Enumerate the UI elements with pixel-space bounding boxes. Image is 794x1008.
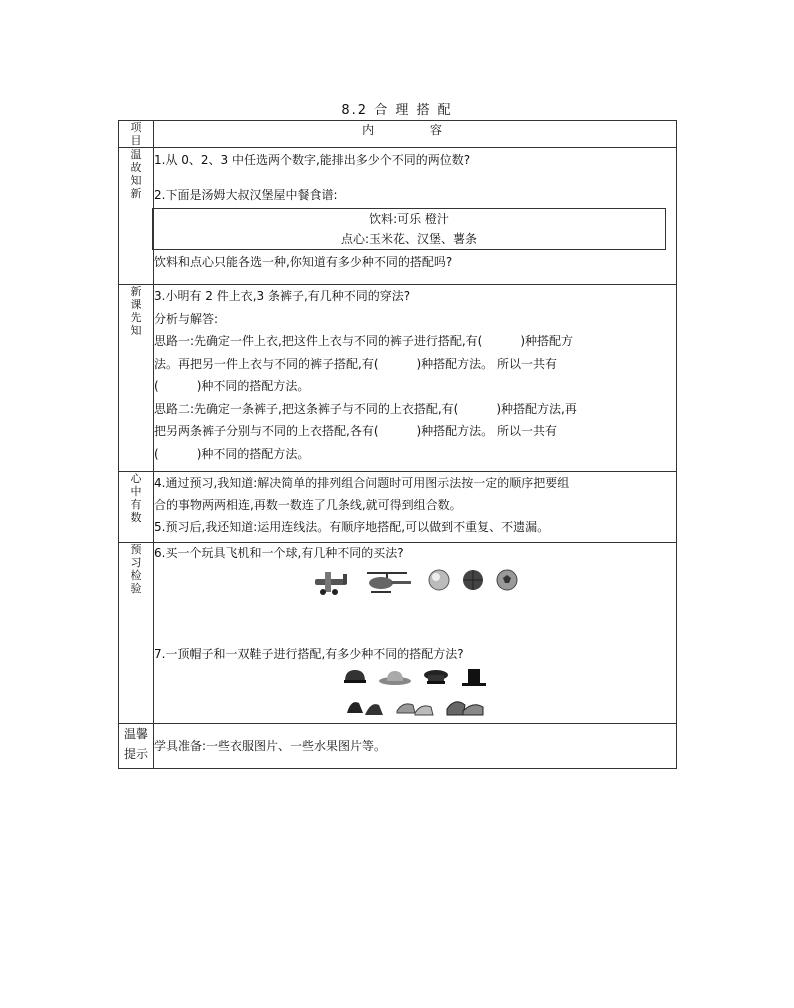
analysis-label: 分析与解答:	[154, 311, 219, 326]
header-row	[119, 121, 677, 148]
question-1: 1.从 0、2、3 中任选两个数字,能排出多少个不同的两位数?	[154, 153, 471, 167]
question-2-tail: 饮料和点心只能各选一种,你知道有多少种不同的搭配吗?	[154, 255, 453, 269]
running-shoes-icon	[445, 693, 485, 719]
section-tips	[119, 724, 677, 769]
point-4-line-2: 合的事物两两相连,再数一数连了几条线,就可得到组合数。	[154, 498, 462, 512]
new-lesson-content	[154, 285, 677, 472]
tips-label: 温馨 提示	[119, 724, 154, 769]
point-4-line-1: 4.通过预习,我知道:解决简单的排列组合问题时可用图示法按一定的顺序把要组	[154, 476, 570, 490]
sun-hat-icon	[378, 667, 412, 687]
mind-label: 心 中 有 数	[119, 472, 154, 543]
section-new-lesson	[119, 285, 677, 472]
worksheet-table	[118, 120, 677, 769]
dress-shoes-icon	[345, 693, 385, 719]
idea-1-line-2: 法。再把另一件上衣与不同的裤子搭配,有( )种搭配方法。 所以一共有	[154, 356, 557, 371]
item-header: 项 目	[119, 121, 154, 148]
page-title: 8.2 合 理 搭 配	[341, 103, 453, 118]
idea-2-line-2: 把另两条裤子分别与不同的上衣搭配,各有( )种搭配方法。 所以一共有	[154, 424, 557, 438]
menu-box	[152, 208, 666, 250]
sneakers-icon	[395, 693, 435, 719]
toy-airplane-icon	[311, 568, 351, 596]
toy-helicopter-icon	[361, 568, 417, 596]
review-content	[154, 148, 677, 285]
question-6: 6.买一个玩具飞机和一个球,有几种不同的买法?	[154, 546, 404, 560]
review-label: 温 故 知 新	[119, 148, 154, 285]
soccer-ball-icon	[495, 568, 519, 592]
idea-1-line-3: ( )种不同的搭配方法。	[154, 379, 310, 393]
menu-drinks: 饮料:可乐 橙汁	[369, 212, 449, 226]
tips-content: 学具准备:一些衣服图片、一些水果图片等。	[154, 724, 677, 769]
menu-snacks: 点心:玉米花、汉堡、薯条	[340, 232, 478, 246]
question-7: 7.一顶帽子和一双鞋子进行搭配,有多少种不同的搭配方法?	[154, 647, 464, 661]
hats-image-row	[154, 667, 676, 689]
section-mind	[119, 472, 677, 543]
basketball-icon	[461, 568, 485, 592]
point-5: 5.预习后,我还知道:运用连线法。有顺序地搭配,可以做到不重复、不遗漏。	[154, 520, 550, 534]
content-header: 内 容	[154, 121, 677, 148]
toys-image-row	[154, 568, 676, 596]
question-2: 2.下面是汤姆大叔汉堡屋中餐食谱:	[154, 188, 338, 202]
idea-2-line-3: ( )种不同的搭配方法。	[154, 446, 310, 461]
top-hat-icon	[460, 667, 488, 689]
shoes-image-row	[154, 693, 676, 719]
police-cap-icon	[422, 667, 450, 687]
idea-1-line-1: 思路一:先确定一件上衣,把这件上衣与不同的裤子进行搭配,有( )种搭配方	[154, 334, 574, 348]
cap-icon	[342, 667, 368, 687]
ball-icon	[427, 568, 451, 592]
section-preview	[119, 543, 677, 724]
mind-content	[154, 472, 677, 543]
new-lesson-label: 新 课 先 知	[119, 285, 154, 472]
preview-label: 预 习 检 验	[119, 543, 154, 724]
question-3: 3.小明有 2 件上衣,3 条裤子,有几种不同的穿法?	[154, 289, 411, 303]
section-review	[119, 148, 677, 285]
preview-content	[154, 543, 677, 724]
idea-2-line-1: 思路二:先确定一条裤子,把这条裤子与不同的上衣搭配,有( )种搭配方法,再	[154, 401, 577, 416]
